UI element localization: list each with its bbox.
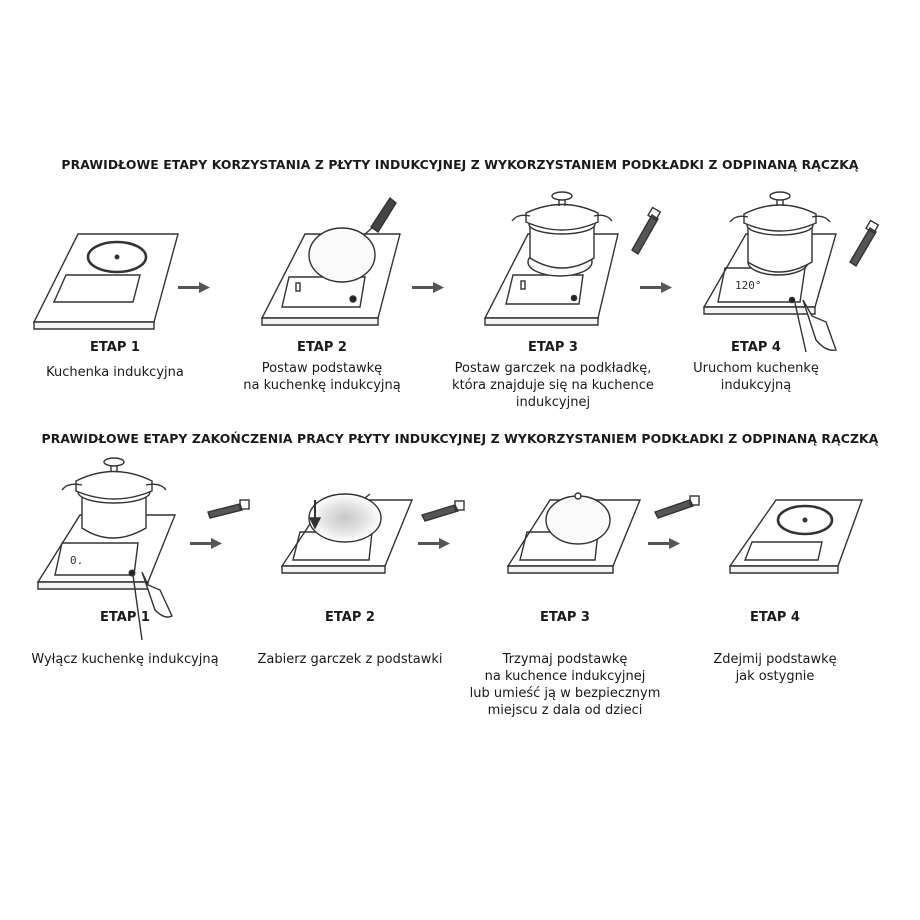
step-caption-line: Uruchom kuchenkę [693, 361, 819, 376]
step-label: ETAP 1 [100, 610, 150, 625]
hob-step4-start [704, 192, 878, 352]
hob-step1-start [34, 234, 178, 329]
step-caption-line: która znajduje się na kuchence [452, 378, 654, 393]
step-caption-line: Kuchenka indukcyjna [46, 365, 184, 380]
step-caption-line: Zabierz garczek z podstawki [257, 652, 443, 667]
step-end-4 [690, 610, 860, 685]
hob-step3-start [485, 192, 660, 325]
step-caption-line: Zdejmij podstawkę [713, 652, 837, 667]
step-label: ETAP 3 [540, 610, 590, 625]
hob-step3-end [508, 493, 699, 573]
step-caption-line: Postaw garczek na podkładkę, [454, 361, 652, 376]
step-caption-line: indukcyjną [720, 378, 792, 393]
step-caption-line: lub umieść ją w bezpiecznym [469, 686, 661, 701]
section-end-title: PRAWIDŁOWE ETAPY ZAKOŃCZENIA PRACY PŁYTY INDUKCYJNEJ Z WYKORZYSTANIEM PODKŁADKI Z ODPINANĄ RĄCZKĄ [41, 431, 879, 446]
step-caption-line: miejscu z dala od dzieci [487, 703, 643, 718]
step-caption-line: na kuchence indukcyjnej [484, 669, 646, 684]
hob-step4-end [730, 500, 862, 573]
arrow-row2-1 [190, 538, 222, 549]
step-end-3 [460, 610, 670, 719]
arrow-row1-1 [178, 282, 210, 293]
step-label: ETAP 2 [325, 610, 375, 625]
step-start-1 [20, 340, 210, 381]
step-start-3 [437, 340, 669, 411]
step-caption-line: Postaw podstawkę [261, 361, 383, 376]
step-label: ETAP 4 [750, 610, 800, 625]
step-end-2 [250, 610, 450, 668]
display-readout-start: 120° [735, 279, 762, 292]
step-start-4 [672, 340, 840, 394]
step-label: ETAP 3 [528, 340, 578, 355]
arrow-row2-3 [648, 538, 680, 549]
step-caption-line: Wyłącz kuchenkę indukcyjną [31, 652, 219, 667]
step-caption-line: Trzymaj podstawkę [502, 652, 628, 667]
step-caption-line: indukcyjnej [515, 395, 591, 410]
step-caption-line: na kuchenkę indukcyjną [243, 378, 401, 393]
display-readout-end: 0. [70, 554, 84, 567]
section-start-title: PRAWIDŁOWE ETAPY KORZYSTANIA Z PŁYTY INDUKCYJNEJ Z WYKORZYSTANIEM PODKŁADKI Z ODPINANĄ RĄCZKĄ [61, 157, 859, 172]
step-label: ETAP 1 [90, 340, 140, 355]
arrow-row1-2 [412, 282, 444, 293]
hob-step2-start [262, 198, 400, 325]
arrow-row1-3 [640, 282, 672, 293]
step-caption-line: jak ostygnie [735, 669, 815, 684]
step-label: ETAP 4 [731, 340, 781, 355]
hob-step2-end [282, 494, 464, 573]
step-start-2 [232, 340, 412, 394]
step-label: ETAP 2 [297, 340, 347, 355]
arrow-row2-2 [418, 538, 450, 549]
step-end-1 [20, 610, 230, 668]
